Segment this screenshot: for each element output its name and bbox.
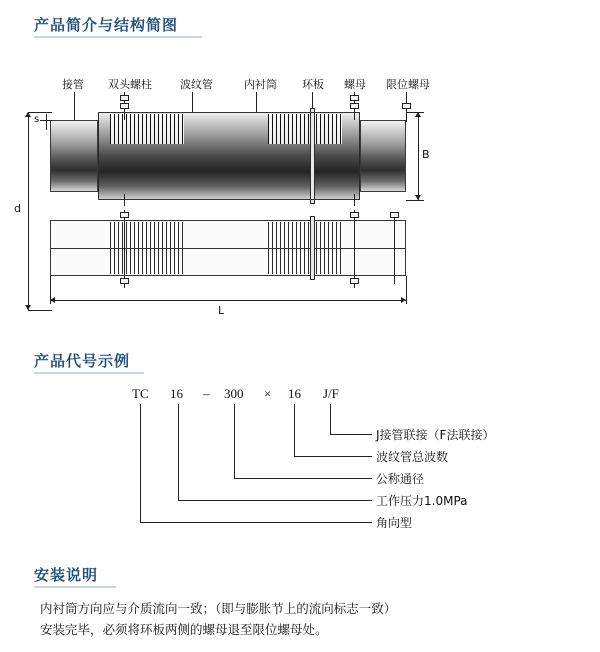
lower-stud-right	[354, 210, 355, 288]
code-desc-pressure: 工作压力1.0MPa	[376, 494, 468, 508]
callout-label-bowenguan: 波纹管	[180, 78, 213, 91]
nut-upper-left	[120, 103, 129, 109]
dim-b-ext-bottom	[406, 200, 424, 201]
code-line-300	[234, 404, 235, 478]
body-top-edge	[98, 112, 360, 113]
code-token-times: ×	[264, 386, 272, 401]
structure-diagram	[14, 62, 560, 317]
code-run-jf	[330, 434, 372, 435]
dim-label-B: B	[422, 148, 430, 161]
lower-nut-far-right	[390, 212, 399, 218]
code-token-jf: J/F	[323, 386, 339, 401]
dim-s-tick	[46, 114, 47, 130]
pipe-stub-right	[360, 120, 406, 192]
code-desc-type: 角向型	[376, 516, 413, 530]
dim-L-ext-left	[50, 276, 51, 304]
ring-plate	[310, 108, 315, 204]
dim-s-leader	[40, 120, 52, 121]
dim-b-ext-top	[406, 112, 424, 113]
callout-label-jieguan: 接管	[62, 78, 84, 91]
limit-nut-upper-right	[350, 95, 359, 101]
install-note-2: 安装完毕，必须将环板两侧的螺母退至限位螺母处。	[40, 622, 328, 637]
stud-rod-right-lower	[354, 194, 355, 206]
section-title-install: 安装说明	[34, 566, 99, 584]
code-token-300: 300	[224, 386, 244, 401]
code-desc-nominal-dia: 公称通径	[376, 472, 425, 486]
lower-stud-far-right	[394, 212, 395, 284]
code-run-300	[234, 478, 372, 479]
code-line-16a	[178, 404, 179, 500]
dim-d-ext-top	[28, 112, 52, 113]
lower-ring-plate	[310, 216, 315, 280]
lower-stud-left	[124, 210, 125, 288]
install-notes	[40, 598, 560, 640]
section-title-structure: 产品简介与结构简图	[34, 16, 179, 34]
dim-label-L: L	[218, 304, 225, 317]
bellows-upper-right	[268, 114, 342, 144]
code-run-tc	[140, 522, 372, 523]
body-bottom-edge	[98, 199, 360, 200]
leader-jieguan	[74, 92, 75, 120]
code-desc-wave-count: 波纹管总波数	[376, 450, 449, 464]
lower-nut-left-top	[120, 212, 129, 218]
lower-nut-left-bottom	[120, 278, 129, 284]
callout-label-neichentong: 内衬筒	[244, 78, 277, 91]
code-line-16b	[294, 404, 295, 456]
callout-label-luomu: 螺母	[344, 78, 366, 91]
lower-nut-right-bottom	[350, 278, 359, 284]
bellows-upper-left	[110, 114, 184, 144]
product-code-example	[40, 386, 560, 546]
stud-rod-far-right	[406, 108, 407, 122]
dim-label-d: d	[14, 202, 21, 215]
dim-d-line	[28, 112, 29, 310]
section-title-install-underline	[34, 586, 116, 588]
lower-centerline	[50, 248, 406, 249]
stud-rod-left-lower	[124, 194, 125, 206]
section-title-code: 产品代号示例	[34, 352, 131, 370]
dim-b-line	[418, 112, 419, 200]
callout-label-shuangtou-luozhu: 双头螺柱	[108, 78, 152, 91]
dim-L-line	[50, 300, 406, 301]
lower-nut-right-top	[350, 212, 359, 218]
code-token-tc: TC	[132, 386, 149, 401]
section-title-code-underline	[34, 372, 144, 374]
code-line-tc	[140, 404, 141, 522]
code-token-dash: –	[203, 386, 210, 401]
code-run-16a	[178, 500, 372, 501]
code-line-jf	[330, 404, 331, 434]
callout-label-xianwei-luomu: 限位螺母	[386, 78, 430, 91]
dim-L-ext-right	[406, 276, 407, 304]
limit-nut-upper-left	[120, 95, 129, 101]
install-note-1: 内衬筒方向应与介质流向一致；（即与膨胀节上的流向标志一致）	[40, 601, 397, 616]
nut-upper-right	[350, 103, 359, 109]
section-title-structure-underline	[34, 36, 202, 38]
dim-label-s: s	[34, 114, 40, 125]
callout-label-huanban: 环板	[302, 78, 324, 91]
code-token-16a: 16	[170, 386, 183, 401]
code-desc-connection: J接管联接（F法联接）	[376, 428, 495, 442]
code-token-16b: 16	[288, 386, 301, 401]
code-run-16b	[294, 456, 372, 457]
dim-d-ext-bottom	[28, 310, 52, 311]
pipe-stub-left	[50, 120, 98, 192]
